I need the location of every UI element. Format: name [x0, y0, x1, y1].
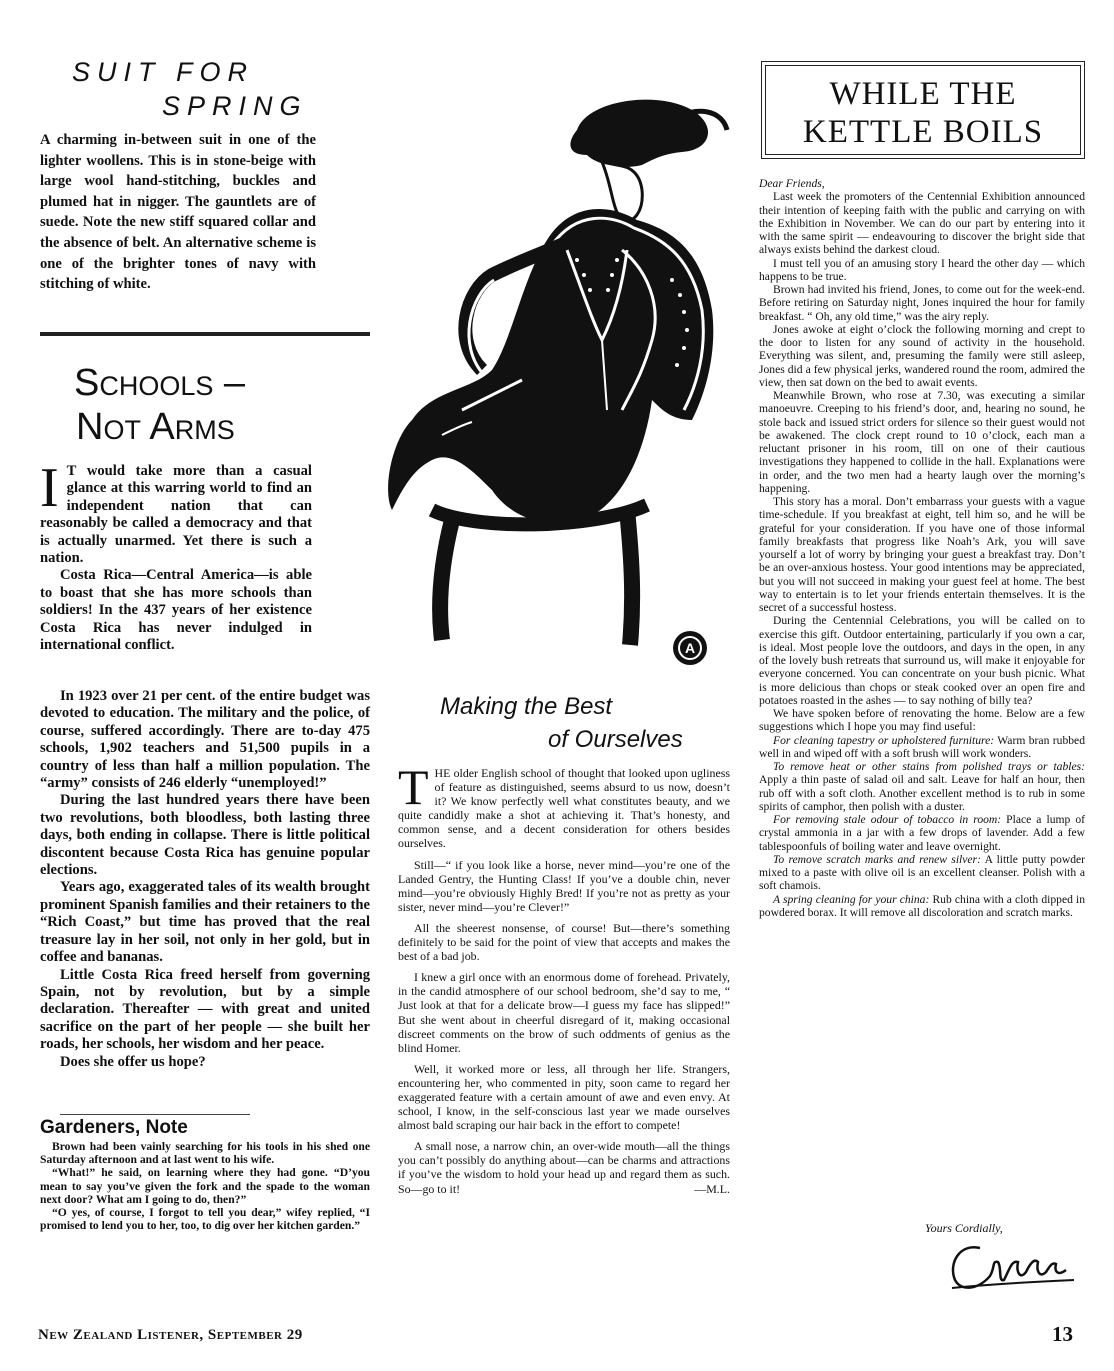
- making-best-paragraph: All the sheerest nonsense, of course! But—there’s something definitely to be said for the point of view that accepts and makes the best of a bad job.: [398, 920, 730, 964]
- making-best-paragraph: Well, it worked more or less, all through her life. Strangers, encountering her, who commented in pity, soon came to regard her exaggerated feature with a certain amount of awe and even envy. At school, I know, in the self-conscious last year we made ourselves almost bald scraping our hair back in the effort to compete!: [398, 1061, 730, 1133]
- kettle-tip: For cleaning tapestry or upholstered furniture: Warm bran rubbed well in and wiped off with a soft brush will work wonders.: [759, 733, 1085, 760]
- schools-title-line2: Not Arms: [76, 406, 235, 448]
- schools-paragraph: During the last hundred years there have been two revolutions, both bloodless, both lasting three days, both ending in collapse. There is little political discontent because Costa Rica has genuine popular elections.: [40, 792, 370, 879]
- making-best-body: [398, 759, 730, 1203]
- gardeners-body: [40, 1140, 370, 1232]
- kettle-paragraph: Jones awoke at eight o’clock the following morning and crept to the door to listen for any sound of activity in the household. Everything was silent, and, presuming the family were still asleep, Jones did a few physical jerks, wandered round the room, admired the view, then sat down on the bed to await events.: [759, 322, 1085, 389]
- suit-title-line2: SPRING: [162, 91, 308, 121]
- kettle-paragraph: During the Centennial Celebrations, you will be called on to exercise this gift. Outdoor entertaining, particularly if you own a car, is ideal. Most people love the outdoors, and days in the open, in any of the lovely bush retreats that surround us, will make it enjoyable for everyone concerned. You can concentrate on your bush picnic. What is more delicious than chops or steak cooked over an open fire and potatoes roasted in the ashes — to say nothing of billy tea?: [759, 614, 1085, 707]
- kettle-paragraph: Last week the promoters of the Centennial Exhibition announced their intention of keeping faith with the public and carrying on with the Exhibition in November. We can do our part by entering into it with the same spirit — endeavouring to discover the bright side that always exists behind the darkest cloud.: [759, 190, 1085, 257]
- making-best-title-line1: Making the Best: [440, 693, 613, 720]
- gardeners-paragraph: Brown had been vainly searching for his tools in his shed one Saturday afternoon and at last went to his wife.: [40, 1140, 370, 1167]
- kettle-closing: Yours Cordially,: [925, 1221, 1003, 1235]
- making-best-paragraph: A small nose, a narrow chin, an over-wide mouth—all the things you can’t possibly do anything about—can be charms and attractions if you’ve the wisdom to hold your head up and regard them as such. So—go to it! —M.L.: [398, 1139, 730, 1196]
- page-number: 13: [1052, 1322, 1073, 1346]
- kettle-tip: To remove heat or other stains from polished trays or tables: Apply a thin paste of salad oil and salt. Leave for half an hour, then rub off with a soft cloth. Another excellent method is to rub in some spirits of camphor, then polish with a duster.: [759, 760, 1085, 813]
- schools-paragraph: In 1923 over 21 per cent. of the entire budget was devoted to education. The military and the police, of course, suffered accordingly. There are to-day 475 schools, 1,902 teachers and 51,500 pupils in a country of less than half a million population. The “army” consists of 246 elderly “unemployed!”: [40, 688, 370, 792]
- drop-cap: T: [398, 759, 429, 815]
- schools-narrow-column: [40, 457, 312, 654]
- schools-paragraph: Costa Rica—Central America—is able to boast that she has more schools than soldiers! In the 437 years of her existence Costa Rica has never indulged in international conflict.: [40, 567, 312, 654]
- kettle-body: [759, 177, 1085, 919]
- gardeners-paragraph: “O yes, of course, I forgot to tell you dear,” wifey replied, “I promised to lend you to her, too, to dig over her kitchen garden.”: [40, 1206, 370, 1233]
- schools-wide-column: [40, 688, 370, 1071]
- schools-paragraph: Little Costa Rica freed herself from governing Spain, not by revolution, but by a simple declaration. Thereafter — with great and united sacrifice on the part of her people — she built her roads, her schools, her wisdom and her peace.: [40, 966, 370, 1053]
- kettle-paragraph: Meanwhile Brown, who rose at 7.30, was executing a similar manoeuvre. Creeping to his friend’s door, and, hearing no sound, he stole back and issued strict orders for silence so their guest would not be awakened. The clock crept round to 10 o’clock, each man a reluctant prisoner in his room, till on one of their cautious investigations they happened to collide in the hall. Explanations were in order, and the two men had a hearty laugh over the morning’s happening.: [759, 389, 1085, 495]
- making-best-paragraph: Still—“ if you look like a horse, never mind—you’re one of the Landed Gentry, the Hunting Class! If you’ve a double chin, never mind—you’re obviously Highly Bred! If you’re not as pretty as your sister, never mind—you’re Clever!”: [398, 857, 730, 914]
- schools-paragraph: Years ago, exaggerated tales of its wealth brought prominent Spanish families and their retainers to the “Rich Coast,” but time has proved that the real treasure lay in her soil, not only in her gold, but in coffee and bananas.: [40, 879, 370, 966]
- svg-text:Cynthia: Cynthia: [1010, 1296, 1014, 1297]
- section-divider: [40, 332, 370, 336]
- emblem-letter: A: [684, 640, 696, 656]
- kettle-paragraph: Brown had invited his friend, Jones, to come out for the week-end. Before retiring on Saturday night, Jones inquired the hour for family breakfast. “ Oh, any old time,” was the airy reply.: [759, 283, 1085, 323]
- kettle-tip: For removing stale odour of tobacco in room: Place a lump of crystal ammonia in a jar with a few drops of lavender. Add a few tablespoonfuls of boiling water and leave overnight.: [759, 813, 1085, 853]
- publication-footer: New Zealand Listener, September 29: [38, 1327, 303, 1343]
- suit-description: A charming in-between suit in one of the lighter woollens. This is in stone-beige with large wool hand-stitching, buckles and plumed hat in nigger. The gauntlets are of suede. Note the new stiff squared collar and the absence of belt. An alternative scheme is one of the brighter tones of navy with stitching of white.: [40, 132, 316, 293]
- gardeners-paragraph: “What!” he said, on learning where they had gone. “D’you mean to say you’ve given the fork and the spade to the woman next door? What am I going to do, then?”: [40, 1166, 370, 1206]
- making-best-paragraph: THE older English school of thought that looked upon ugliness of feature as distinguished, seems absurd to us now, doesn’t it? We know perfectly well what constitutes beauty, and we quite candidly make a shot at achieving it. That’s honesty, and common sense, and a decent consideration for others besides ourselves.: [398, 759, 730, 851]
- cynthia-signature: [940, 1238, 1080, 1298]
- making-best-signature: —M.L.: [694, 1181, 730, 1196]
- kettle-tip: To remove scratch marks and renew silver: A little putty powder mixed to a paste with olive oil is an excellent cleanser. Polish with a soft chamois.: [759, 852, 1086, 893]
- kettle-title-line2: KETTLE BOILS: [802, 114, 1044, 150]
- gardeners-title: Gardeners, Note: [40, 1117, 188, 1138]
- suit-title-line1: SUIT FOR: [72, 57, 254, 87]
- schools-paragraph: Does she offer us hope?: [60, 1053, 206, 1070]
- rule: [60, 1114, 250, 1115]
- kettle-tip: A spring cleaning for your china: Rub china with a cloth dipped in powdered borax. It will remove all discoloration and scratch marks.: [759, 892, 1085, 919]
- kettle-title-box: [761, 61, 1085, 159]
- kettle-paragraph: We have spoken before of renovating the home. Below are a few suggestions which I hope you may find useful:: [759, 707, 1085, 734]
- fashion-illustration: [372, 90, 734, 670]
- kettle-title-line1: WHILE THE: [829, 76, 1017, 112]
- kettle-title: [765, 65, 1081, 155]
- making-best-paragraph: I knew a girl once with an enormous dome of forehead. Privately, in the candid atmosphere of our school bedroom, she’d say to me, “ Just look at that for a delicate brow—I guess my face has slipped!” But she went about in cheerful disregard of it, making occasional discreet comments on the brow of such oddments of genius as the blind Homer.: [398, 970, 730, 1055]
- kettle-salutation: Dear Friends,: [759, 177, 825, 190]
- kettle-paragraph: This story has a moral. Don’t embarrass your guests with a vague time-schedule. If you breakfast at eight, tell him so, and he will be grateful for your consideration. If you have one of those informal family breakfasts that progress like Noah’s Ark, you will save yourself a lot of worry by bringing your guest a breakfast tray. Don’t be an over-anxious hostess. Your good intentions may be appreciated, but you will not succeed in making your guest feel at home. The best way to entertain is to let your friends entertain themselves. It is the secret of a successful hostess.: [759, 495, 1085, 614]
- kettle-paragraph: I must tell you of an amusing story I heard the other day — which happens to be true.: [759, 256, 1085, 283]
- making-best-title-line2: of Ourselves: [548, 726, 683, 753]
- schools-paragraph: I T would take more than a casual glance at this warring world to find an independent nation that can reasonably be called a democracy and that is actually unarmed. Yet there is such a nation.: [40, 457, 312, 567]
- drop-cap: I: [40, 457, 59, 519]
- schools-title-line1: Schools –: [74, 362, 246, 404]
